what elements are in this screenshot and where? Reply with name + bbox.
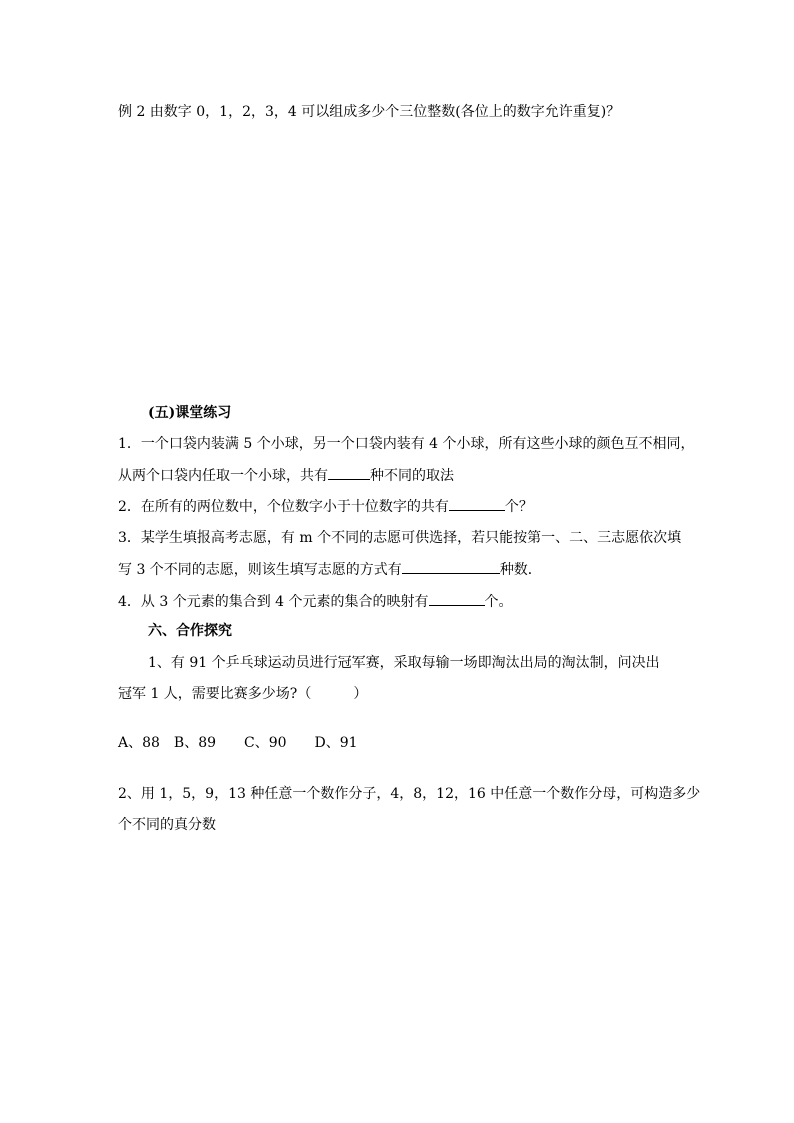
practice-q1-text-after: 种不同的取法	[370, 468, 454, 484]
cooperation-heading: 六、合作探究	[148, 623, 232, 639]
practice-q3-text-after: 种数．	[499, 562, 542, 578]
cooperation-p2-line2: 个不同的真分数	[118, 817, 216, 833]
practice-q2	[118, 496, 533, 517]
answer-options: A、88 B、89 C、90 D、91	[118, 735, 358, 751]
answer-blank	[449, 496, 505, 511]
practice-q3-line2	[118, 559, 542, 580]
answer-blank	[402, 559, 500, 574]
cooperation-p1-line1: 1、有 91 个乒乓球运动员进行冠军赛，采取每输一场即淘汰出局的淘汰制，问决出	[148, 655, 660, 671]
practice-q4-text-before: 4．从 3 个元素的集合到 4 个元素的集合的映射有	[118, 594, 429, 610]
practice-q2-text-after: 个？	[504, 499, 533, 515]
example-2-question: 例 2 由数字 0，1，2，3，4 可以组成多少个三位整数(各位上的数字允许重复)？	[118, 104, 621, 120]
answer-blank	[429, 591, 485, 606]
answer-blank	[328, 465, 370, 480]
practice-q4	[118, 591, 513, 612]
cooperation-p2-line1: 2、用 1，5，9，13 种任意一个数作分子，4，8，12，16 中任意一个数作分母，可构造多少	[118, 786, 701, 802]
practice-q4-text-after: 个。	[484, 594, 513, 610]
practice-heading: (五)课堂练习	[148, 405, 232, 421]
cooperation-p1-line2: 冠军 1 人，需要比赛多少场?（ ）	[118, 686, 368, 702]
practice-q3-line1: 3．某学生填报高考志愿，有 m 个不同的志愿可供选择，若只能按第一、二、三志愿依次填	[118, 530, 682, 546]
practice-q2-text-before: 2．在所有的两位数中，个位数字小于十位数字的共有	[118, 499, 449, 515]
practice-q1-line2	[118, 465, 454, 486]
practice-q1-line1: 1．一个口袋内装满 5 个小球，另一个口袋内装有 4 个小球，所有这些小球的颜色互不相同，	[118, 436, 695, 452]
practice-q3-text-before: 写 3 个不同的志愿，则该生填写志愿的方式有	[118, 562, 402, 578]
practice-q1-text-before: 从两个口袋内任取一个小球，共有	[118, 468, 328, 484]
